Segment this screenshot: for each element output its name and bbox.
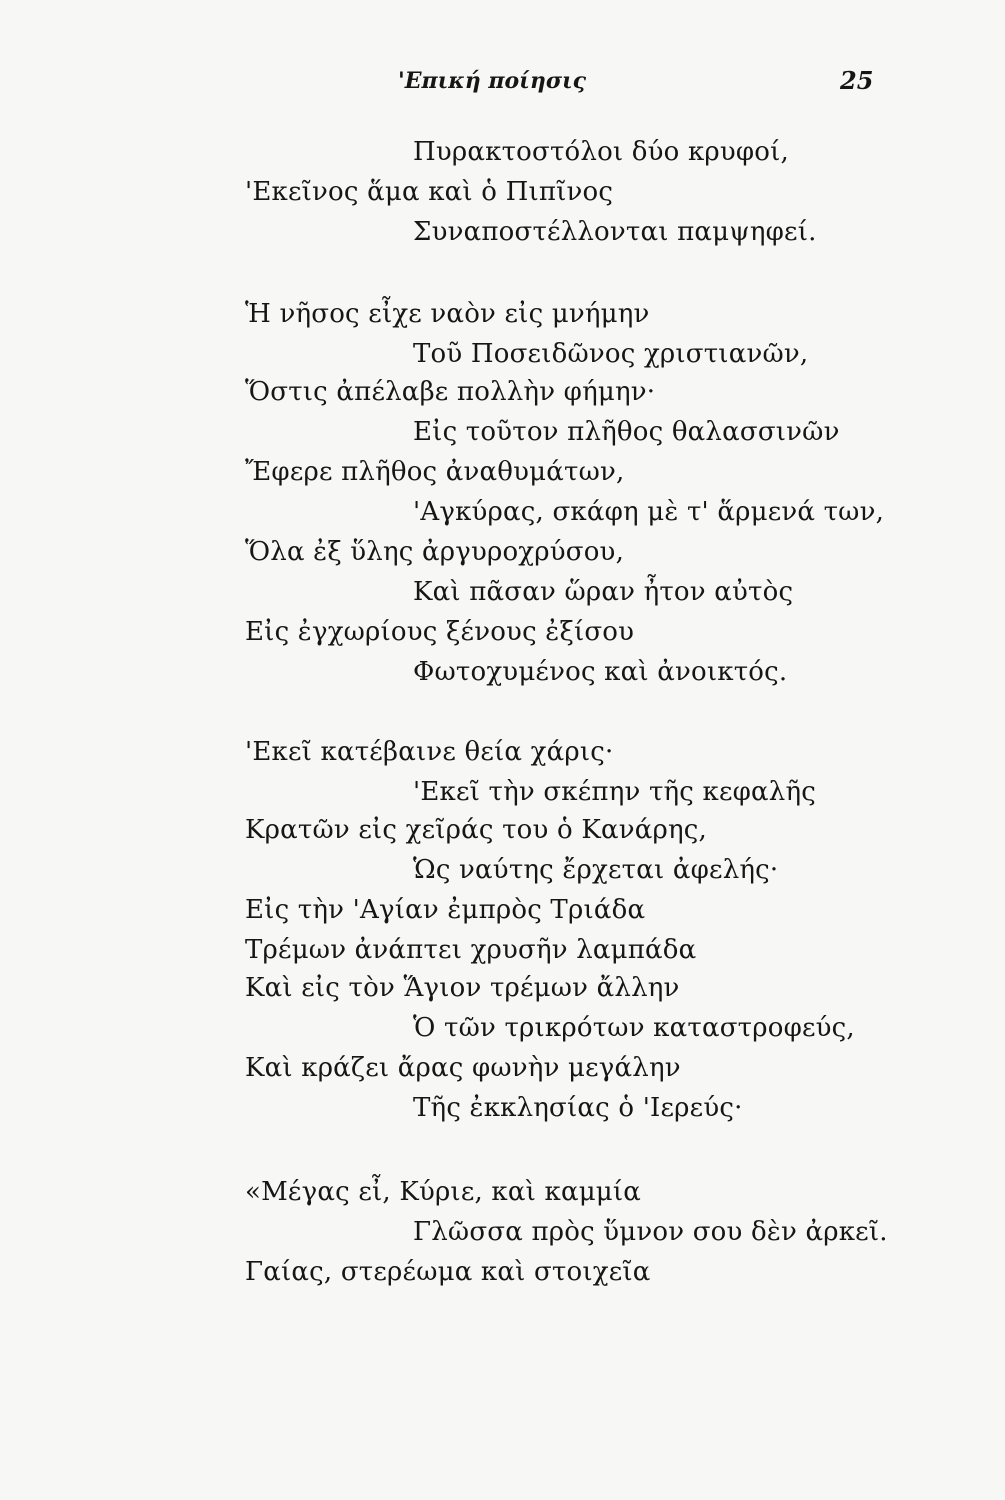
verse-line: Καὶ κράζει ἄρας φωνὴν μεγάλην: [245, 1053, 681, 1083]
verse-line: 'Εκεῖνος ἅμα καὶ ὁ Πιπῖνος: [245, 177, 614, 207]
verse-line: «Μέγας εἶ, Κύριε, καὶ καμμία: [245, 1177, 642, 1207]
verse-line: 'Εκεῖ τὴν σκέπην τῆς κεφαλῆς: [413, 777, 817, 807]
verse-line: Τρέμων ἀνάπτει χρυσῆν λαμπάδα: [245, 935, 697, 965]
verse-line: Γαίας, στερέωμα καὶ στοιχεῖα: [245, 1257, 651, 1287]
verse-line: Καὶ εἰς τὸν Ἅγιον τρέμων ἄλλην: [245, 973, 680, 1003]
verse-line: 'Εκεῖ κατέβαινε θεία χάρις·: [245, 737, 614, 767]
verse-line: Ὅστις ἀπέλαβε πολλὴν φήμην·: [245, 377, 656, 407]
verse-line: Πυρακτοστόλοι δύο κρυφοί,: [413, 137, 790, 167]
verse-line: Κρατῶν εἰς χεῖράς του ὁ Κανάρης,: [245, 815, 707, 845]
verse-line: Ὅλα ἐξ ὕλης ἀργυροχρύσου,: [245, 537, 625, 567]
verse-line: 'Αγκύρας, σκάφη μὲ τ' ἅρμενά των,: [413, 497, 885, 527]
verse-line: Εἰς τὴν 'Αγίαν ἐμπρὸς Τριάδα: [245, 895, 646, 925]
verse-line: Τῆς ἐκκλησίας ὁ 'Ιερεύς·: [413, 1093, 743, 1123]
verse-line: Ἔφερε πλῆθος ἀναθυμάτων,: [245, 457, 625, 487]
verse-line: Φωτοχυμένος καὶ ἀνοικτός.: [413, 657, 788, 687]
verse-line: Γλῶσσα πρὸς ὕμνον σου δὲν ἀρκεῖ.: [413, 1217, 888, 1247]
running-head: 'Επική ποίησις: [398, 68, 587, 94]
verse-line: Ὡς ναύτης ἔρχεται ἀφελής·: [413, 855, 779, 885]
verse-line: Καὶ πᾶσαν ὥραν ἦτον αὐτὸς: [413, 577, 794, 607]
verse-line: Εἰς ἐγχωρίους ξένους ἐξίσου: [245, 617, 635, 647]
verse-line: Συναποστέλλονται παμψηφεί.: [413, 217, 817, 247]
verse-line: Ὁ τῶν τρικρότων καταστροφεύς,: [413, 1013, 855, 1043]
verse-line: Εἰς τοῦτον πλῆθος θαλασσινῶν: [413, 417, 840, 447]
verse-line: Τοῦ Ποσειδῶνος χριστιανῶν,: [413, 339, 809, 369]
verse-line: Ἡ νῆσος εἶχε ναὸν εἰς μνήμην: [245, 299, 650, 329]
page-number: 25: [840, 66, 874, 95]
